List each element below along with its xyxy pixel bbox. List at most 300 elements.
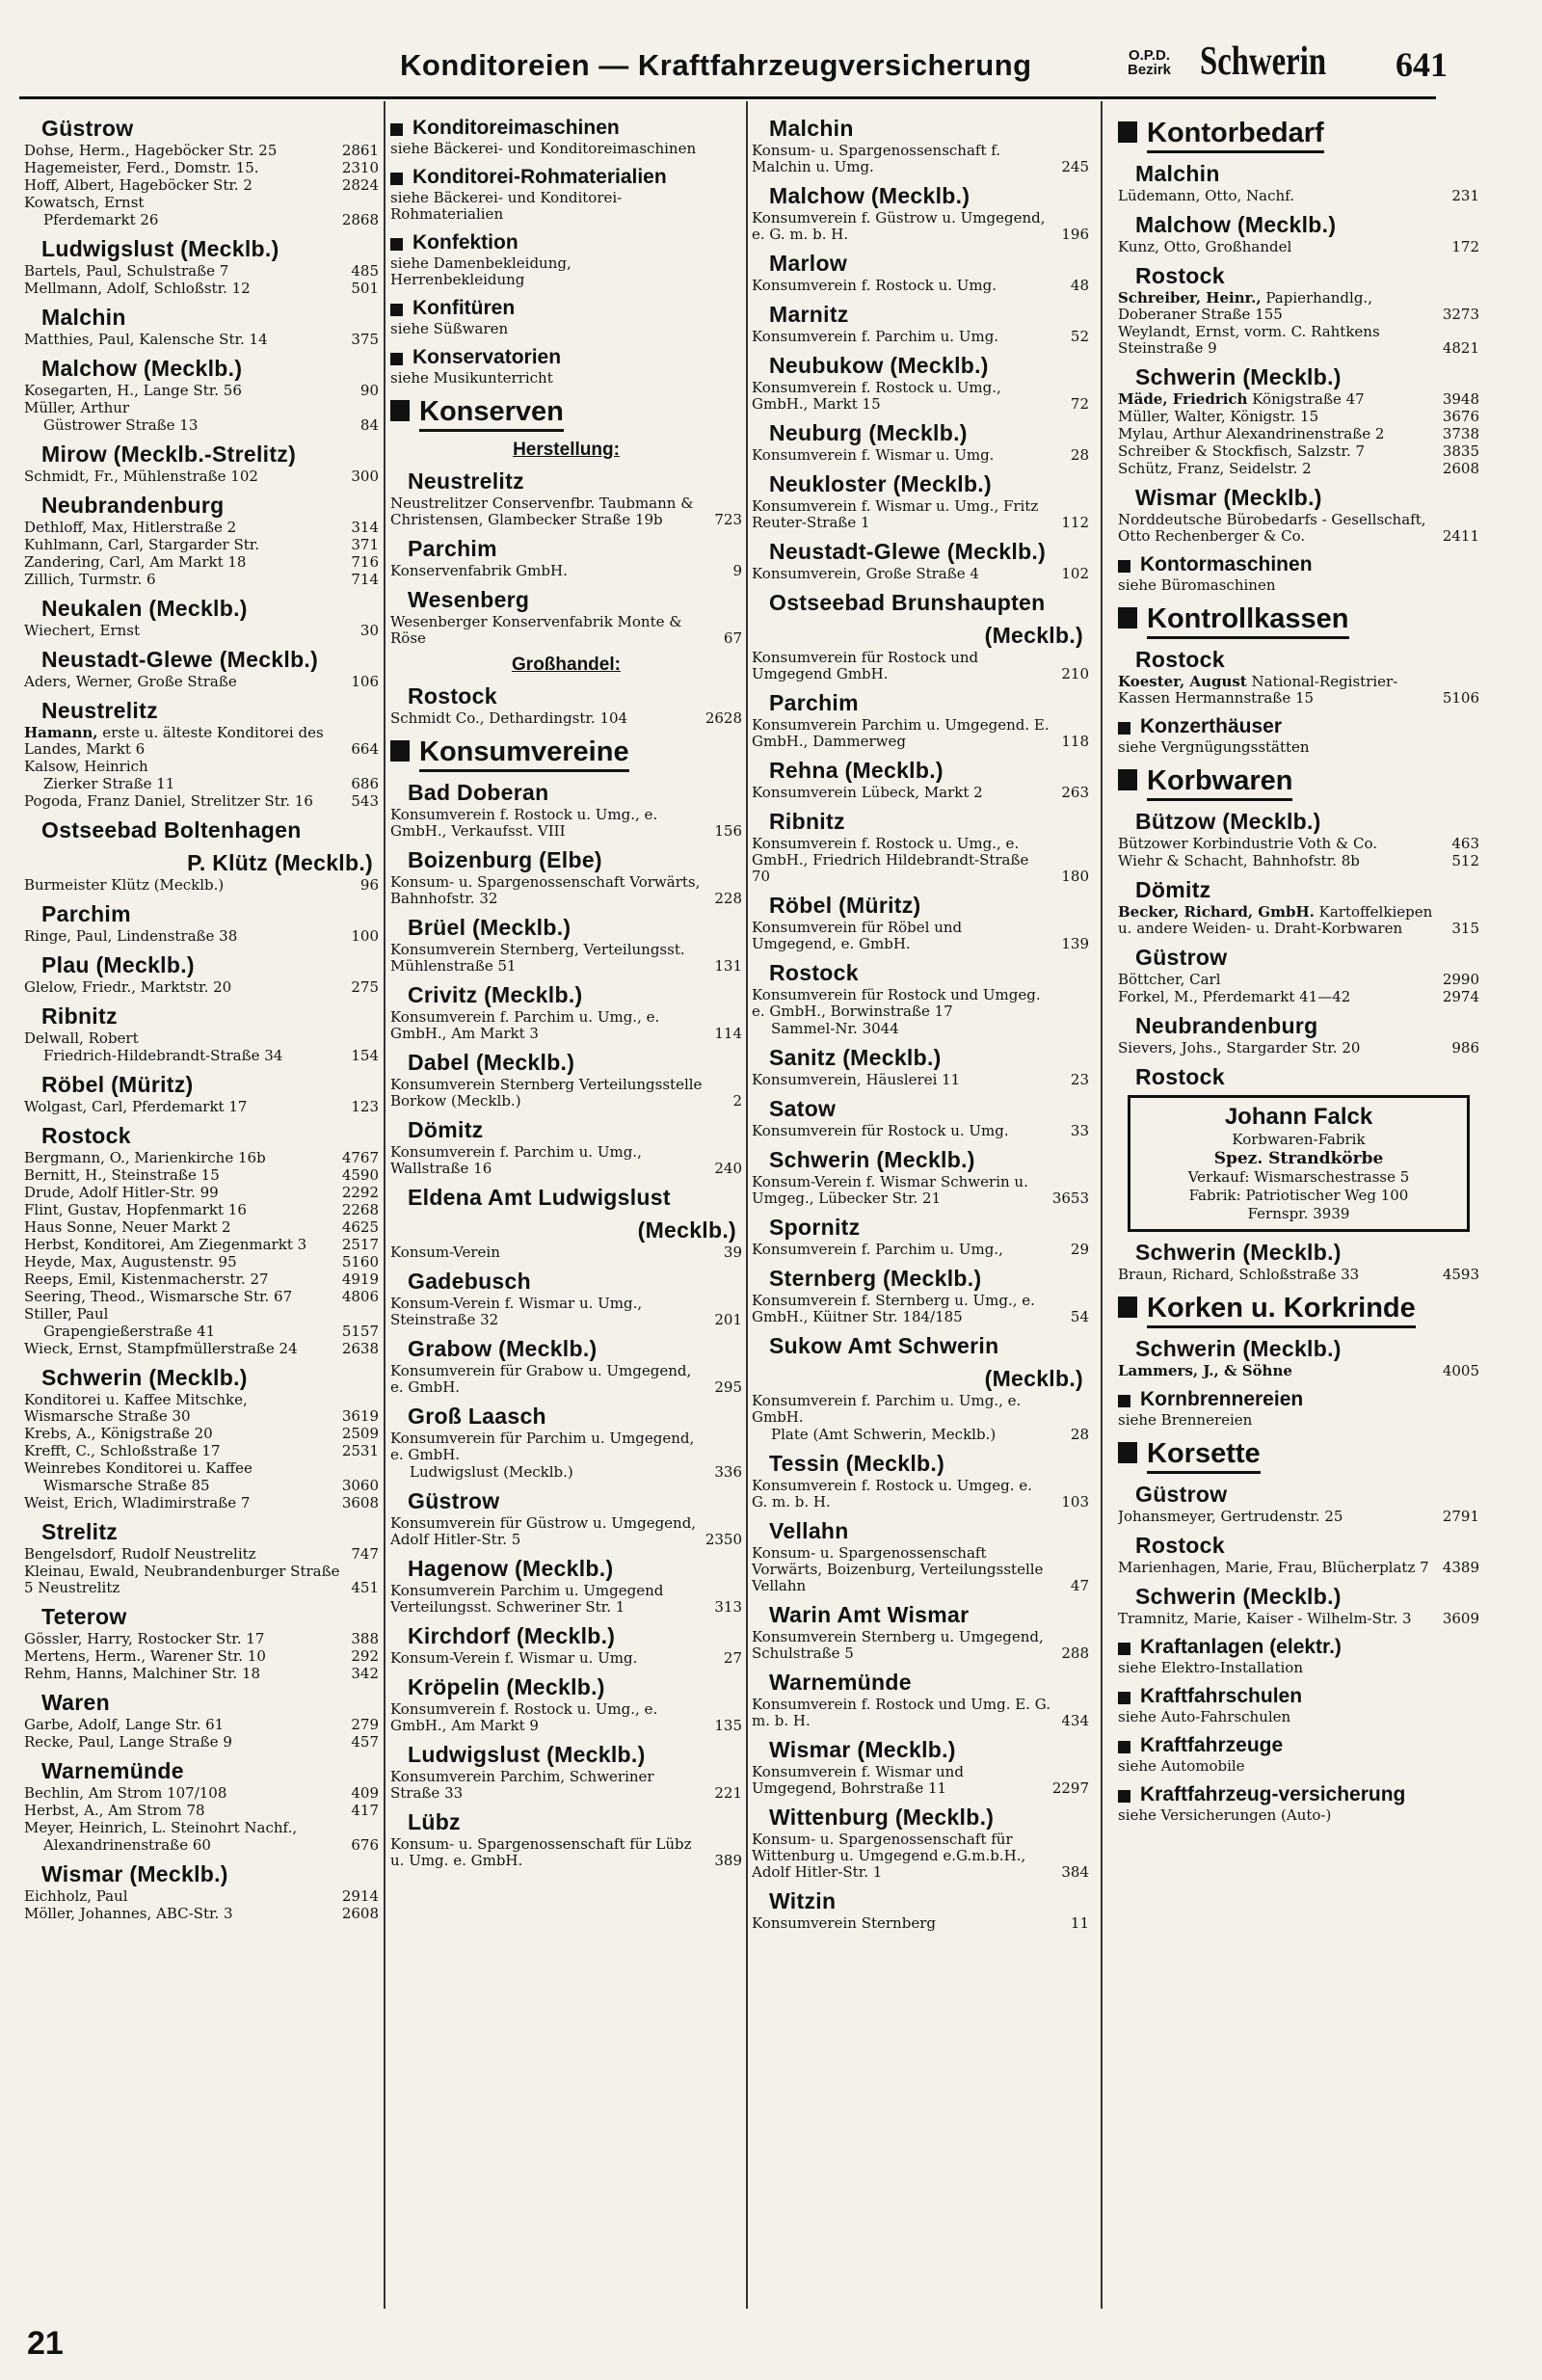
listing-text [1118,1363,1437,1379]
listing-entry [390,1583,742,1616]
listing-text [24,1820,340,1836]
phone-number: 315 [1451,920,1479,937]
listing-text [390,1701,704,1734]
listing-detail: Kuhlmann, Carl, Stargarder Str. [24,536,260,553]
city-heading: Wittenburg (Mecklb.) [769,1805,995,1830]
phone-number: 2292 [341,1184,379,1201]
city-heading: Güstrow [1135,945,1228,970]
listing-entry [24,1495,379,1511]
listing-entry [24,928,379,945]
listing-entry [752,210,1089,243]
listing-text [390,1144,704,1177]
listing-entry [24,1426,379,1442]
listing-entry [752,143,1089,175]
phone-number: 11 [1070,1914,1089,1932]
listing-text [24,177,336,194]
listing-detail: siehe Musikunterricht [390,369,553,387]
phone-number: 485 [351,262,379,280]
phone-number: 314 [351,519,379,536]
listing-detail: Konsumverein f. Rostock u. Umg. [752,277,997,294]
phone-number: 118 [1061,733,1089,750]
category-name: Kraftfahrzeuge [1140,1734,1284,1756]
listing-entry [390,255,742,288]
listing-entry [1118,324,1479,357]
listing-entry [24,793,379,810]
phone-number: 114 [714,1025,742,1042]
listing-text [752,329,1050,345]
city-heading: Parchim [408,536,497,561]
listing-text [24,1443,336,1459]
city-heading: Malchow (Mecklb.) [1135,212,1337,237]
listing-entry [752,380,1089,413]
listing-detail: Kowatsch, Ernst [24,194,145,211]
listing-text [390,370,704,387]
listing-text [1118,1758,1441,1775]
listing-detail: Kartoffelkiepen u. andere Weiden- u. Draht-Korbwaren [1118,903,1433,937]
listing-text [24,1906,336,1922]
listing-detail: Sievers, Johs., Stargarder Str. 20 [1118,1039,1361,1056]
column-divider-2 [746,101,748,2309]
listing-text [752,1393,1050,1426]
listing-entry [752,1545,1089,1594]
phone-number: 4821 [1442,339,1479,357]
listing-text [390,1244,704,1261]
category-name: Kontrollkassen [1147,603,1349,639]
phone-number: 3835 [1442,442,1479,460]
listing-entry [390,495,742,528]
listing-text [24,623,340,639]
listing-text [24,537,340,553]
phone-number: 100 [351,927,379,945]
advert-specialty: Spez. Strandkörbe [1213,1149,1384,1168]
listing-text [24,572,340,588]
listing-text [24,759,340,775]
listing-detail: Dohse, Herm., Hageböcker Str. 25 [24,142,278,159]
phone-number: 3653 [1051,1190,1089,1207]
category-heading [1118,1686,1479,1707]
listing-text [752,1832,1050,1881]
listing-continuation [24,1837,379,1854]
listing-text [24,1150,336,1166]
phone-number: 295 [714,1378,742,1396]
listing-detail: Konsumverein f. Rostock und Umg. E. G. m. b. H. [752,1696,1050,1729]
phone-number: 463 [1451,835,1479,852]
listing-text [1118,391,1437,408]
phone-number: 228 [714,890,742,907]
category-heading [1118,765,1479,801]
opd-line1: O.P.D. [1128,47,1171,64]
category-name: Korken u. Korkrinde [1147,1293,1416,1328]
square-bullet-icon [390,123,403,136]
listing-entry [1118,1660,1479,1676]
phone-number: 39 [723,1243,742,1261]
listing-text [1118,739,1441,756]
square-bullet-icon [1118,1741,1130,1753]
listing-entry [390,1431,742,1463]
listing-detail: Papierhandlg., Doberaner Straße 155 [1118,289,1372,323]
square-bullet-icon [1118,121,1137,143]
square-bullet-icon [1118,1692,1130,1704]
listing-entry [1118,1040,1479,1056]
listing-detail: Marienhagen, Marie, Frau, Blücherplatz 7 [1118,1559,1429,1576]
listing-entry [752,1915,1089,1932]
phone-number: 172 [1451,238,1479,255]
listing-detail: siehe Süßwaren [390,320,509,337]
listing-text [1118,512,1437,545]
listing-entry [1118,409,1479,425]
phone-number: 409 [351,1784,379,1802]
phone-number: 84 [359,416,379,434]
listing-entry [390,563,742,579]
listing-entry [752,836,1089,885]
phone-number: 313 [714,1598,742,1616]
listing-entry [1118,989,1479,1005]
category-name: Konditoreimaschinen [412,117,620,139]
subsection-heading: Großhandel: [512,655,621,675]
category-name: Kraftanlagen (elektr.) [1140,1636,1342,1658]
listing-text [1118,972,1437,988]
city-heading: Kirchdorf (Mecklb.) [408,1623,616,1648]
category-heading [390,396,742,432]
phone-number: 23 [1070,1071,1089,1088]
listing-continuation [24,1324,379,1340]
phone-number: 2608 [341,1905,379,1922]
listing-text [1118,1040,1441,1056]
listing-detail: Aders, Werner, Große Straße [24,673,237,690]
listing-detail: Matthies, Paul, Kalensche Str. 14 [24,331,268,348]
listing-text [24,1426,336,1442]
city-heading: Ribnitz [769,809,845,834]
phone-number: 29 [1070,1241,1089,1258]
listing-entry [1118,1267,1479,1283]
listing-text [1118,426,1437,442]
city-heading: Sanitz (Mecklb.) [769,1045,942,1070]
phone-number: 2868 [341,211,379,228]
listing-text [390,710,700,727]
listing-entry [390,141,742,157]
phone-number: 30 [359,622,379,639]
phone-number: 512 [1451,852,1479,869]
listing-entry [24,877,379,894]
city-heading: Wismar (Mecklb.) [1135,485,1322,510]
listing-entry [24,1666,379,1682]
phone-number: 300 [351,468,379,485]
listing-entry [752,447,1089,464]
city-heading: Hagenow (Mecklb.) [408,1556,614,1581]
listing-entry [390,321,742,337]
listing-entry [24,143,379,159]
listing-text [390,874,704,907]
listing-name-bold: Becker, Richard, GmbH. [1118,903,1315,921]
listing-detail: Kleinau, Ewald, Neubrandenburger Straße 5 Neustrelitz [24,1563,340,1596]
city-heading: Warnemünde [41,1758,184,1783]
listing-text [752,836,1050,885]
listing-entry [752,650,1089,682]
listing-text [390,1464,704,1481]
listing-text [1118,443,1437,460]
phone-number: 2350 [705,1531,742,1548]
listing-entry [24,1564,379,1596]
city-heading: Kröpelin (Mecklb.) [408,1674,605,1699]
listing-detail: Konsumverein f. Güstrow u. Umgegend, e. G. m. b. H. [752,209,1046,243]
listing-text [24,468,340,485]
listing-name-bold: Schreiber, Heinr., [1118,289,1262,307]
listing-entry [390,807,742,840]
listing-detail: Weist, Erich, Wladimirstraße 7 [24,1494,251,1511]
listing-entry [390,942,742,975]
listing-detail: Konsumverein für Parchim u. Umgegend, e. GmbH. [390,1430,695,1463]
listing-text [390,1009,704,1042]
phone-number: 2531 [341,1442,379,1459]
listing-entry [24,1202,379,1218]
column-2 [390,108,742,2325]
listing-detail: erste u. älteste Konditorei des Landes, Markt 6 [24,724,324,758]
listing-detail: Konsumverein für Rostock und Umgeg. e. GmbH., Borwinstraße 17 [752,986,1041,1020]
listing-entry [752,1697,1089,1729]
listing-text [24,1219,336,1236]
phone-number: 389 [714,1852,742,1869]
listing-detail: siehe Versicherungen (Auto-) [1118,1806,1332,1824]
listing-detail: Bechlin, Am Strom 107/108 [24,1784,227,1802]
listing-detail: Konsumverein für Rostock u. Umg. [752,1122,1009,1139]
city-heading: Neubukow (Mecklb.) [769,353,989,378]
listing-text [24,928,340,945]
city-heading: Röbel (Müritz) [769,893,921,918]
listing-detail: siehe Bäckerei- und Konditorei-Rohmaterialien [390,189,623,223]
listing-entry [24,979,379,996]
listing-entry [24,725,379,758]
phone-number: 196 [1061,226,1089,243]
phone-number: 201 [714,1311,742,1328]
listing-entry [24,1237,379,1253]
listing-text [752,210,1050,243]
listing-entry [390,1363,742,1396]
listing-entry [24,1734,379,1751]
city-heading: Parchim [41,901,131,926]
listing-detail: Kunz, Otto, Großhandel [1118,238,1292,255]
city-heading: Malchow (Mecklb.) [769,183,970,208]
listing-entry [752,987,1089,1020]
category-name: Kontorbedarf [1147,118,1324,153]
listing-text [752,278,1050,294]
listing-text [752,785,1050,801]
listing-text [390,563,704,579]
listing-entry [24,1717,379,1733]
phone-number: 434 [1061,1712,1089,1729]
listing-text [24,212,336,228]
listing-entry [390,1077,742,1110]
listing-detail: Zandering, Carl, Am Markt 18 [24,553,247,571]
phone-number: 156 [714,822,742,840]
listing-text [24,1289,336,1305]
listing-entry [24,1306,379,1323]
listing-entry [752,1242,1089,1258]
phone-number: 2 [732,1092,742,1110]
listing-text [24,1648,340,1665]
advert-line: Korbwaren-Fabrik [1232,1131,1366,1148]
city-heading: Ludwigslust (Mecklb.) [408,1742,646,1767]
city-heading: Schwerin (Mecklb.) [1135,1584,1342,1609]
listing-entry [752,785,1089,801]
listing-detail: Weylandt, Ernst, vorm. C. Rahtkens Steinstraße 9 [1118,323,1380,357]
listing-detail: siehe Automobile [1118,1757,1245,1775]
listing-detail: Lüdemann, Otto, Nachf. [1118,187,1294,204]
listing-text [24,417,340,434]
listing-text [390,1363,704,1396]
square-bullet-icon [390,400,410,421]
city-heading: Güstrow [41,116,134,141]
listing-detail: Bartels, Paul, Schulstraße 7 [24,262,229,280]
listing-text [24,725,340,758]
listing-entry [390,1701,742,1734]
phone-number: 47 [1070,1577,1089,1594]
listing-text [24,554,340,571]
listing-detail: Neustrelitzer Conservenfbr. Taubmann & Christensen, Glambecker Straße 19b [390,495,694,528]
listing-detail: Konsumverein Sternberg, Verteilungsst. Mühlenstraße 51 [390,941,685,975]
phone-number: 3060 [341,1477,379,1494]
listing-text [24,1495,336,1511]
listing-entry [24,281,379,297]
column-1 [24,108,379,2325]
listing-detail: siehe Bäckerei- und Konditoreimaschinen [390,140,697,157]
listing-text [24,1099,340,1115]
listing-detail: Seering, Theod., Wismarsche Str. 67 [24,1288,293,1305]
city-heading: Malchin [769,116,854,141]
listing-detail: Konsum-Verein f. Wismar u. Umg., Steinstraße 32 [390,1295,643,1328]
listing-entry [24,1460,379,1477]
listing-entry [24,1546,379,1563]
square-bullet-icon [390,740,410,762]
category-heading [1118,1438,1479,1474]
phone-number: 123 [351,1098,379,1115]
phone-number: 3948 [1442,390,1479,408]
listing-text [24,263,340,280]
listing-entry [390,190,742,223]
listing-detail: Konsumverein f. Parchim u. Umg. [752,328,999,345]
listing-entry [752,1072,1089,1088]
city-heading: Groß Laasch [408,1404,546,1429]
listing-text [24,1666,340,1682]
listing-detail: Konsum- u. Spargenossenschaft Vorwärts, Boizenburg, Verteilungsstelle Vellahn [752,1544,1044,1594]
listing-detail: Müller, Arthur [24,399,130,416]
listing-entry [1118,239,1479,255]
city-heading: (Mecklb.) [984,1366,1083,1391]
city-heading: Ostseebad Brunshaupten [769,590,1046,615]
listing-detail: Flint, Gustav, Hopfenmarkt 16 [24,1201,247,1218]
listing-detail: Konditorei u. Kaffee Mitschke, Wismarsche Straße 30 [24,1391,248,1425]
square-bullet-icon [390,304,403,316]
square-bullet-icon [1118,1790,1130,1803]
listing-entry [1118,836,1479,852]
phone-number: 28 [1070,1426,1089,1443]
listing-detail: Forkel, M., Pferdemarkt 41—42 [1118,988,1351,1005]
phone-number: 714 [351,571,379,588]
listing-text [24,1392,336,1425]
listing-detail: Königstraße 47 [1247,390,1365,408]
listing-name-bold: Koester, August [1118,673,1247,690]
square-bullet-icon [1118,1297,1137,1318]
city-heading: Neuburg (Mecklb.) [769,420,968,445]
category-heading [390,347,742,368]
listing-entry [390,874,742,907]
category-heading [390,232,742,254]
phone-number: 4593 [1442,1266,1479,1283]
city-heading: Bützow (Mecklb.) [1135,809,1321,834]
city-heading: Satow [769,1096,837,1121]
header-rule [19,96,1436,99]
listing-text [752,1072,1050,1088]
column-4 [1118,108,1479,2325]
listing-entry [24,759,379,775]
listing-text [24,1048,340,1064]
phone-number: 388 [351,1630,379,1647]
column-divider-1 [384,101,386,2309]
listing-detail: Konsumverein f. Parchim u. Umg., e. GmbH., Am Markt 3 [390,1008,660,1042]
listing-text [752,650,1050,682]
listing-detail: Konsumverein für Röbel und Umgegend, e. GmbH. [752,919,963,952]
listing-entry [24,1254,379,1270]
listing-detail: Konsumverein für Grabow u. Umgegend, e. GmbH. [390,1362,692,1396]
category-heading [390,736,742,772]
listing-detail: Krebs, A., Königstraße 20 [24,1425,213,1442]
square-bullet-icon [1118,1643,1130,1655]
phone-number: 723 [714,511,742,528]
listing-detail: Pogoda, Franz Daniel, Strelitzer Str. 16 [24,792,313,810]
listing-entry [752,1478,1089,1511]
city-heading: Rostock [1135,1533,1225,1558]
listing-entry [752,1832,1089,1881]
listing-detail: siehe Elektro-Installation [1118,1659,1303,1676]
city-heading: Schwerin (Mecklb.) [1135,1240,1342,1265]
listing-entry [1118,1807,1479,1824]
square-bullet-icon [390,353,403,365]
city-heading: Rostock [769,960,859,985]
listing-detail: Wismarsche Straße 85 [43,1477,210,1494]
listing-text [390,255,704,288]
city-heading: Wismar (Mecklb.) [41,1861,228,1886]
listing-text [24,1306,340,1323]
listing-entry [752,1764,1089,1797]
phone-number: 451 [351,1579,379,1596]
listing-name-bold: Lammers, J., & Söhne [1118,1362,1292,1379]
listing-text [390,1515,700,1548]
listing-entry [1118,290,1479,323]
phone-number: 231 [1451,187,1479,204]
listing-text [752,566,1050,582]
phone-number: 747 [351,1545,379,1563]
listing-entry [24,383,379,399]
listing-detail: Plate (Amt Schwerin, Mecklb.) [771,1426,997,1443]
listing-text [390,1077,704,1110]
listing-entry [24,332,379,348]
listing-text [1118,836,1441,852]
listing-text [24,776,340,792]
category-heading [1118,716,1479,737]
city-heading: Rostock [41,1123,131,1148]
city-heading: Dömitz [408,1117,484,1142]
category-heading [1118,603,1479,639]
listing-detail: Drude, Adolf Hitler-Str. 99 [24,1184,219,1201]
listing-continuation [24,1048,379,1064]
phone-number: 371 [351,536,379,553]
city-heading: Neubrandenburg [41,493,225,518]
listing-text [1118,461,1437,477]
listing-continuation [752,1427,1089,1443]
phone-number: 3609 [1442,1610,1479,1627]
city-heading: Parchim [769,690,859,715]
listing-detail: Konsumverein f. Wismar und Umgegend, Bohrstraße 11 [752,1763,964,1797]
listing-entry [752,566,1089,582]
